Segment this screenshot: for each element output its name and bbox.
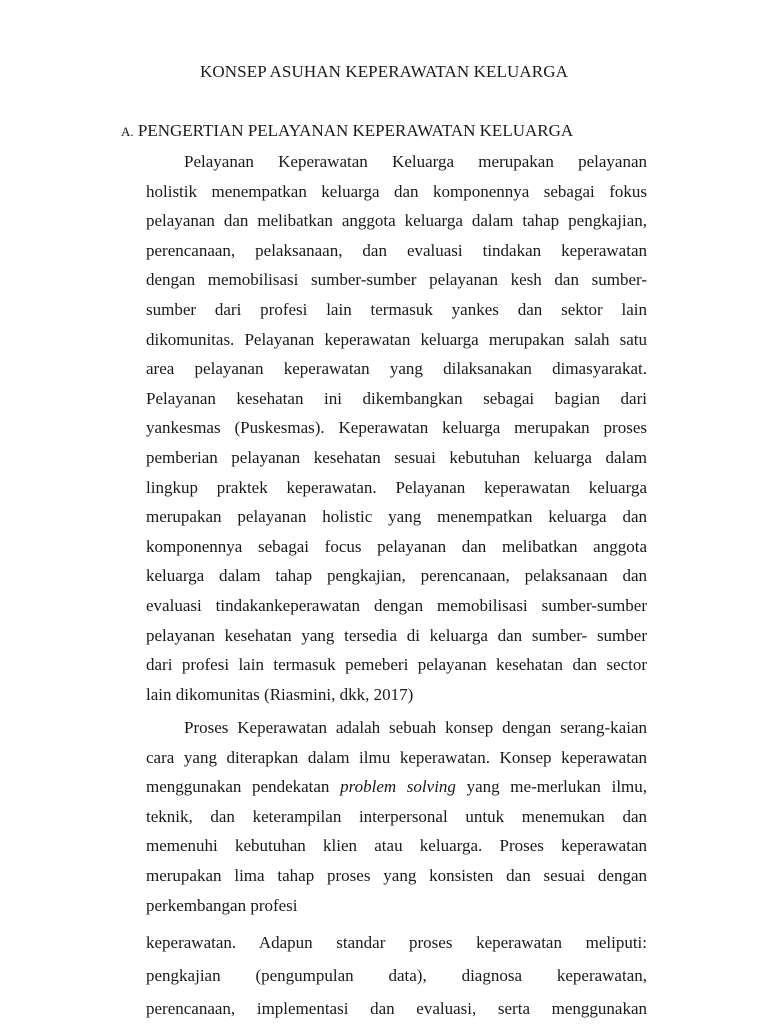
paragraph-line: dikomunitas. Pelayanan keperawatan keluarga merupakan salah satu: [146, 329, 647, 349]
paragraph-line: perencanaan, pelaksanaan, dan evaluasi tindakan keperawatan: [146, 240, 647, 260]
paragraph-line: merupakan pelayanan holistic yang menempatkan keluarga dan: [146, 507, 647, 527]
paragraph-line: lingkup praktek keperawatan. Pelayanan keperawatan keluarga: [146, 477, 647, 497]
paragraph-line: pelayanan dan melibatkan anggota keluarga dalam tahap pengkajian,: [146, 211, 647, 231]
paragraph-line: pemberian pelayanan kesehatan sesuai kebutuhan keluarga dalam: [146, 447, 647, 467]
section-heading: [121, 121, 573, 141]
paragraph-3: [146, 926, 647, 1025]
paragraph-line: yankesmas (Puskesmas). Keperawatan keluarga merupakan proses: [146, 418, 647, 438]
paragraph-line: Pelayanan Keperawatan Keluarga merupakan pelayanan: [184, 152, 647, 171]
paragraph-line: pengkajian (pengumpulan data), diagnosa keperawatan,: [146, 966, 647, 985]
paragraph-line: keperawatan. Adapun standar proses keperawatan meliputi:: [146, 933, 647, 952]
paragraph-line: dengan memobilisasi sumber-sumber pelayanan kesh dan sumber-: [146, 270, 647, 290]
paragraph-line: holistik menempatkan keluarga dan komponennya sebagai fokus: [146, 181, 647, 201]
paragraph-line: merupakan lima tahap proses yang konsisten dan sesuai dengan: [146, 865, 647, 885]
paragraph-line: perencanaan, implementasi dan evaluasi, serta menggunakan: [146, 999, 647, 1018]
paragraph-line: area pelayanan keperawatan yang dilaksanakan dimasyarakat.: [146, 359, 647, 379]
paragraph-line: teknik, dan keterampilan interpersonal untuk menemukan dan: [146, 806, 647, 826]
paragraph-line: memenuhi kebutuhan klien atau keluarga. Proses keperawatan: [146, 836, 647, 856]
section-number: A.: [121, 124, 134, 139]
paragraph-line: evaluasi tindakankeperawatan dengan memobilisasi sumber-sumber: [146, 595, 647, 615]
paragraph-line: komponennya sebagai focus pelayanan dan melibatkan anggota: [146, 536, 647, 556]
section-heading-text: PENGERTIAN PELAYANAN KEPERAWATAN KELUARGA: [137, 121, 574, 140]
italic-term: problem solving: [340, 777, 456, 797]
paragraph-line: sumber dari profesi lain termasuk yankes dan sektor lain: [146, 299, 647, 319]
paragraph-line: Proses Keperawatan adalah sebuah konsep dengan serang-kaian: [184, 718, 647, 737]
paragraph-line: keluarga dalam tahap pengkajian, perencanaan, pelaksanaan dan: [146, 566, 647, 586]
paragraph-1: [146, 147, 647, 709]
paragraph-line: menggunakan pendekatan problem solving yang me-merlukan ilmu,: [146, 777, 648, 797]
paragraph-line: perkembangan profesi: [146, 895, 298, 915]
paragraph-line: Pelayanan kesehatan ini dikembangkan sebagai bagian dari: [146, 388, 647, 408]
paragraph-line: cara yang diterapkan dalam ilmu keperawatan. Konsep keperawatan: [146, 747, 647, 767]
paragraph-2: [146, 713, 647, 920]
document-title: KONSEP ASUHAN KEPERAWATAN KELUARGA: [200, 62, 568, 81]
paragraph-line: pelayanan kesehatan yang tersedia di keluarga dan sumber- sumber: [146, 625, 647, 645]
paragraph-line: dari profesi lain termasuk pemeberi pelayanan kesehatan dan sector: [146, 655, 647, 675]
paragraph-line: lain dikomunitas (Riasmini, dkk, 2017): [146, 684, 414, 704]
